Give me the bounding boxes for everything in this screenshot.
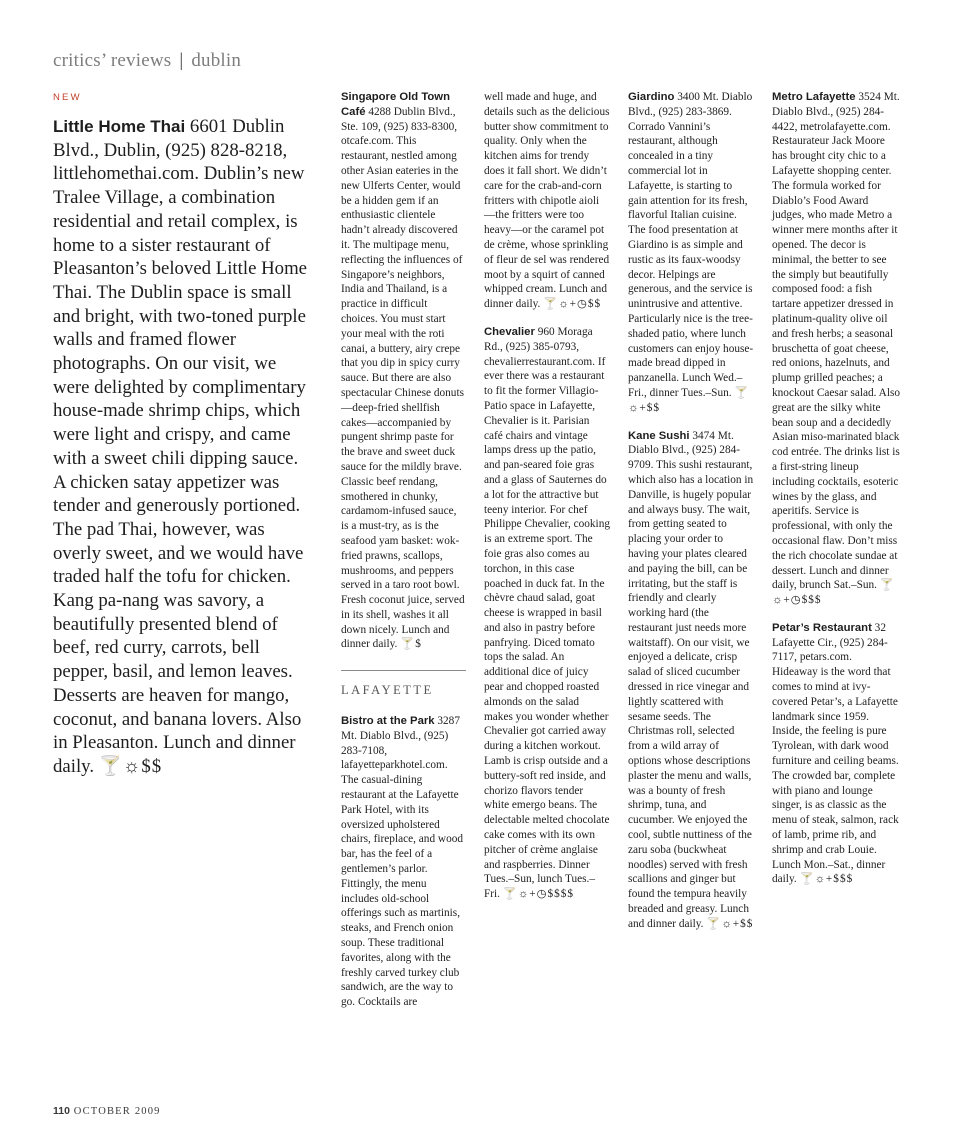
review-symbols: 🍸☼+$$ xyxy=(628,386,750,414)
restaurant-name: Metro Lafayette xyxy=(772,91,856,103)
review-bistro xyxy=(341,714,466,1010)
lead-review-body: 6601 Dublin Blvd., Dublin, (925) 828-8218, littlehomethai.com. Dublin’s new Tralee Village, a combination residential and retail complex, is home to a sister restaurant of Pleasanton’s beloved Little Home Thai. The Dublin space is small and bright, with two-toned purple walls and framed flower photographs. On our visit, we were delighted by complimentary house-made shrimp chips, which were light and crispy, and came with a sweet chili dipping sauce. A chicken satay appetizer was tender and generously portioned. The pad Thai, however, was overly sweet, and we would have traded half the tofu for chicken. Kang pa-nang was savory, a beautifully presented blend of beef, red curry, carrots, bell pepper, basil, and lemon leaves. Desserts are heaven for mango, coconut, and banana lovers. Also in Pleasanton. Lunch and dinner daily. xyxy=(53,116,308,777)
restaurant-name: Giardino xyxy=(628,91,675,103)
lead-restaurant-name: Little Home Thai xyxy=(53,117,186,136)
review-giardino xyxy=(628,90,754,416)
review-body: well made and huge, and details such as the delicious butter show commitment to quality. Only when the kitchen aims for trendy does it fall short. We didn’t care for the crab-and-corn fritters with chipotle aioli—the fritters were too heavy—or the caramel pot de crème, whose sprinkling of fleur de sel was rendered moot by a squirt of canned whipped cream. Lunch and dinner daily. xyxy=(484,91,610,311)
restaurant-name: Chevalier xyxy=(484,325,535,338)
review-body: 3474 Mt. Diablo Blvd., (925) 284-9709. This sushi restaurant, which also has a location in Danville, is hugely popular and always busy. The wait, from getting seated to placing your order to having your plates cleared and paying the bill, can be irritating, but the staff is friendly and clearly working hard (the restaurant just needs more waitstaff). On our visit, we enjoyed a delicate, crisp salad of sliced cucumber dressed in rice vinegar and lightly scattered with sesame seeds. The Christmas roll, selected from a wild array of options whose descriptions plaster the menu and walls, was a bounty of fresh shrimp, tuna, and cucumber. We enjoyed the cool, subtle nuttiness of the zaru soba (buckwheat noodles) served with fresh scallions and ginger but found the tempura heavily breaded and greasy. Lunch and dinner daily. xyxy=(628,429,754,930)
column-4 xyxy=(772,90,900,887)
review-symbols: 🍸$ xyxy=(400,638,422,651)
column-2 xyxy=(484,90,610,902)
review-symbols: 🍸☼+◷$$$$ xyxy=(502,888,575,901)
review-symbols: 🍸☼+$$$ xyxy=(799,873,854,886)
section-header xyxy=(53,50,241,72)
review-metro-lafayette xyxy=(772,90,900,608)
review-body: 960 Moraga Rd., (925) 385-0793, chevalierrestaurant.com. If ever there was a restaurant to fit the former Villagio-Patio space in Lafayette, Chevalier is it. Parisian café chairs and vintage lamps dress up the patio, and pan-seared foie gras and a glass of Sauternes do a lot for the attractive but teeny interior. For chef Philippe Chevalier, cooking is an extreme sport. The foie gras also comes au torchon, in this case poached in duck fat. In the chèvre chaud salad, goat cheese is wrapped in basil and also in pastry before panfrying. Diced tomato tops the salad. An additional dice of juicy pear and chopped roasted almonds on the salad makes you wonder whether Chevalier got carried away during a kitchen workout. Lamb is crisp outside and a buttery-soft red inside, and chorizo flavors tender white emergo beans. The delectable melted chocolate cake comes with its own pitcher of crème anglaise and raspberries. Dinner Tues.–Sun, lunch Tues.–Fri. xyxy=(484,325,610,901)
review-symbols: 🍸☼+◷$$$ xyxy=(772,579,895,607)
header-separator: | xyxy=(179,50,184,71)
lead-review-symbols: 🍸☼$$ xyxy=(98,755,163,777)
review-body: 3400 Mt. Diablo Blvd., (925) 283-3869. Corrado Vannini’s restaurant, although concealed in a tiny commercial lot in Lafayette, is starting to gain attention for its fresh, flavorful Italian cuisine. The food presentation at Giardino is as simple and rustic as its faux-woodsy decor. Helpings are generous, and the service is unintrusive and attentive. Particularly nice is the tree-shaded patio, where lunch customers can enjoy house-made bread dipped in panzanella. Lunch Wed.–Fri., dinner Tues.–Sun. xyxy=(628,91,754,399)
review-body: 4288 Dublin Blvd., Ste. 109, (925) 833-8300, otcafe.com. This restaurant, nestled among other Asian eateries in the new Ulferts Center, would be a hidden gem if an enthusiastic clientele hadn’t already discovered it. The multipage menu, reflecting the influences of Singapore’s neighbors, India and Thailand, is a practice in difficult choices. You must start your meal with the roti canai, a buttery, airy crepe that you dip in spicy curry sauce. But there are also spectacular Chinese donuts—deep-fried shellfish cakes—accompanied by pungent shrimp paste for the brave and sweet duck sauce for the mildly brave. Classic beef rendang, smothered in chunky, cardamom-infused sauce, is a must-try, as is the seafood yam basket: wok-fried prawns, scallops, mushrooms, and peppers served in a taro root bowl. Fresh coconut juice, served in its shell, washes it all down nicely. Lunch and dinner daily. xyxy=(341,105,465,651)
section-city: dublin xyxy=(191,50,242,71)
review-petars xyxy=(772,621,900,887)
column-3 xyxy=(628,90,754,932)
review-body: 3287 Mt. Diablo Blvd., (925) 283-7108, lafayetteparkhotel.com. The casual-dining restaurant at the Lafayette Park Hotel, with its oversized upholstered chairs, fireplace, and wood bar, has the feel of a gentlemen’s parlor. Fittingly, the menu includes old-school offerings such as martinis, steaks, and French onion soup. These traditional favorites, along with the freshly carved turkey club sandwich, are the way to go. Cocktails are xyxy=(341,715,464,1009)
restaurant-name: Petar’s Restaurant xyxy=(772,621,872,634)
issue-date: OCTOBER 2009 xyxy=(73,1106,161,1117)
restaurant-name: Singapore Old Town Café xyxy=(341,91,450,118)
review-symbols: 🍸☼+◷$$ xyxy=(543,298,602,311)
page-number: 110 xyxy=(53,1105,70,1117)
section-label: critics’ reviews xyxy=(53,50,172,71)
column-1 xyxy=(341,90,466,1010)
restaurant-name: Bistro at the Park xyxy=(341,715,435,728)
review-symbols: 🍸☼+$$ xyxy=(706,917,754,930)
new-tag: NEW xyxy=(53,92,82,103)
section-divider xyxy=(341,670,466,671)
review-body: 3524 Mt. Diablo Blvd., (925) 284-4422, metrolafayette.com. Restaurateur Jack Moore has brought city chic to a Lafayette shopping center. The formula worked for Diablo’s Food Award judges, who made Metro a winner mere months after it opened. The decor is minimal, the better to see the simply but beautifully composed food: a fish tartare appetizer dressed in platinum-quality olive oil and fresh herbs; a seasonal bruschetta of goat cheese, red onions, hazelnuts, and plump grilled peaches; a knockout Caesar salad. Also great are the silky white bean soup and a decidedly Asian miso-marinated black cod entrée. The drinks list is a first-string lineup including cocktails, esoteric wines by the glass, and aperitifs. Service is professional, with only the occasional flaw. Don’t miss the rich chocolate sundae at dessert. Lunch and dinner daily, brunch Sat.–Sun. xyxy=(772,91,901,592)
lead-review xyxy=(53,115,311,779)
subsection-heading: LAFAYETTE xyxy=(341,683,434,698)
review-bistro-continued xyxy=(484,90,610,312)
page-footer xyxy=(53,1105,161,1117)
review-kane-sushi xyxy=(628,429,754,932)
review-chevalier xyxy=(484,325,610,902)
review-singapore xyxy=(341,90,466,652)
restaurant-name: Kane Sushi xyxy=(628,429,690,442)
review-body: 32 Lafayette Cir., (925) 284-7117, petars.com. Hideaway is the word that comes to mind at ivy-covered Petar’s, a Lafayette landmark since 1959. Inside, the feeling is pure Tyrolean, with dark wood furniture and ceiling beams. The crowded bar, complete with piano and lounge singer, is as classic as the menu of steak, salmon, rack of lamb, prime rib, and shrimp and crab Louie. Lunch Mon.–Sat., dinner daily. xyxy=(772,621,899,886)
